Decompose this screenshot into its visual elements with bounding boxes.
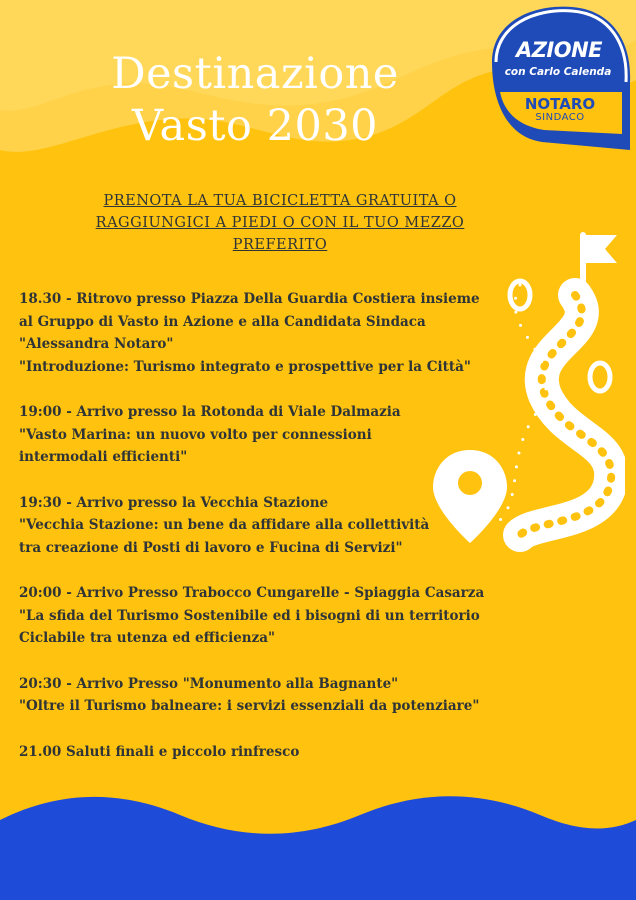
headline-line-1: PRENOTA LA TUA BICICLETTA GRATUITA O bbox=[103, 193, 457, 209]
headline-line-3: PREFERITO bbox=[232, 237, 328, 253]
agenda-line: intermodali efficienti" bbox=[19, 449, 188, 465]
badge-brand: AZIONE bbox=[515, 38, 603, 62]
badge-role: SINDACO bbox=[535, 112, 585, 123]
agenda-line: 20:00 - Arrivo Presso Trabocco Cungarelle - Spiaggia Casarza bbox=[19, 585, 485, 601]
bottom-wave-decoration bbox=[0, 780, 636, 900]
badge-subtitle: con Carlo Calenda bbox=[504, 66, 612, 78]
agenda-line: "Introduzione: Turismo integrato e prospettive per la Città" bbox=[19, 358, 471, 375]
agenda-item bbox=[19, 492, 479, 560]
poster-title bbox=[70, 48, 440, 152]
agenda-line: "Vasto Marina: un nuovo volto per connessioni bbox=[19, 426, 372, 443]
agenda-item bbox=[19, 673, 479, 718]
title-line-2: Vasto 2030 bbox=[131, 101, 379, 151]
azione-logo-badge bbox=[482, 2, 632, 152]
agenda-item bbox=[19, 288, 479, 378]
agenda-line: al Gruppo di Vasto in Azione e alla Candidata Sindaca bbox=[19, 313, 426, 330]
agenda-item bbox=[19, 741, 479, 764]
badge-name: NOTARO bbox=[524, 95, 596, 113]
agenda-line: Ciclabile tra utenza ed efficienza" bbox=[19, 630, 276, 646]
agenda-item bbox=[19, 401, 479, 469]
agenda-line: tra creazione di Posti di lavoro e Fucina di Servizi" bbox=[19, 539, 403, 556]
agenda-line: "Alessandra Notaro" bbox=[19, 336, 174, 352]
agenda-line: "La sfida del Turismo Sostenibile ed i bisogni di un territorio bbox=[19, 607, 480, 624]
agenda-line: "Vecchia Stazione: un bene da affidare alla collettività bbox=[19, 517, 430, 533]
agenda-line: 19:30 - Arrivo presso la Vecchia Stazione bbox=[19, 494, 329, 511]
agenda-line: 18.30 - Ritrovo presso Piazza Della Guardia Costiera insieme bbox=[19, 291, 480, 307]
agenda-line: 19:00 - Arrivo presso la Rotonda di Viale Dalmazia bbox=[19, 404, 401, 420]
agenda bbox=[19, 288, 485, 786]
agenda-line: 20:30 - Arrivo Presso "Monumento alla Bagnante" bbox=[19, 675, 399, 692]
title-line-1: Destinazione bbox=[111, 49, 399, 99]
agenda-item bbox=[19, 582, 485, 650]
agenda-line: "Oltre il Turismo balneare: i servizi essenziali da potenziare" bbox=[19, 698, 480, 714]
headline-line-2: RAGGIUNGICI A PIEDI O CON IL TUO MEZZO bbox=[95, 215, 465, 231]
agenda-line: 21.00 Saluti finali e piccolo rinfresco bbox=[19, 743, 300, 760]
